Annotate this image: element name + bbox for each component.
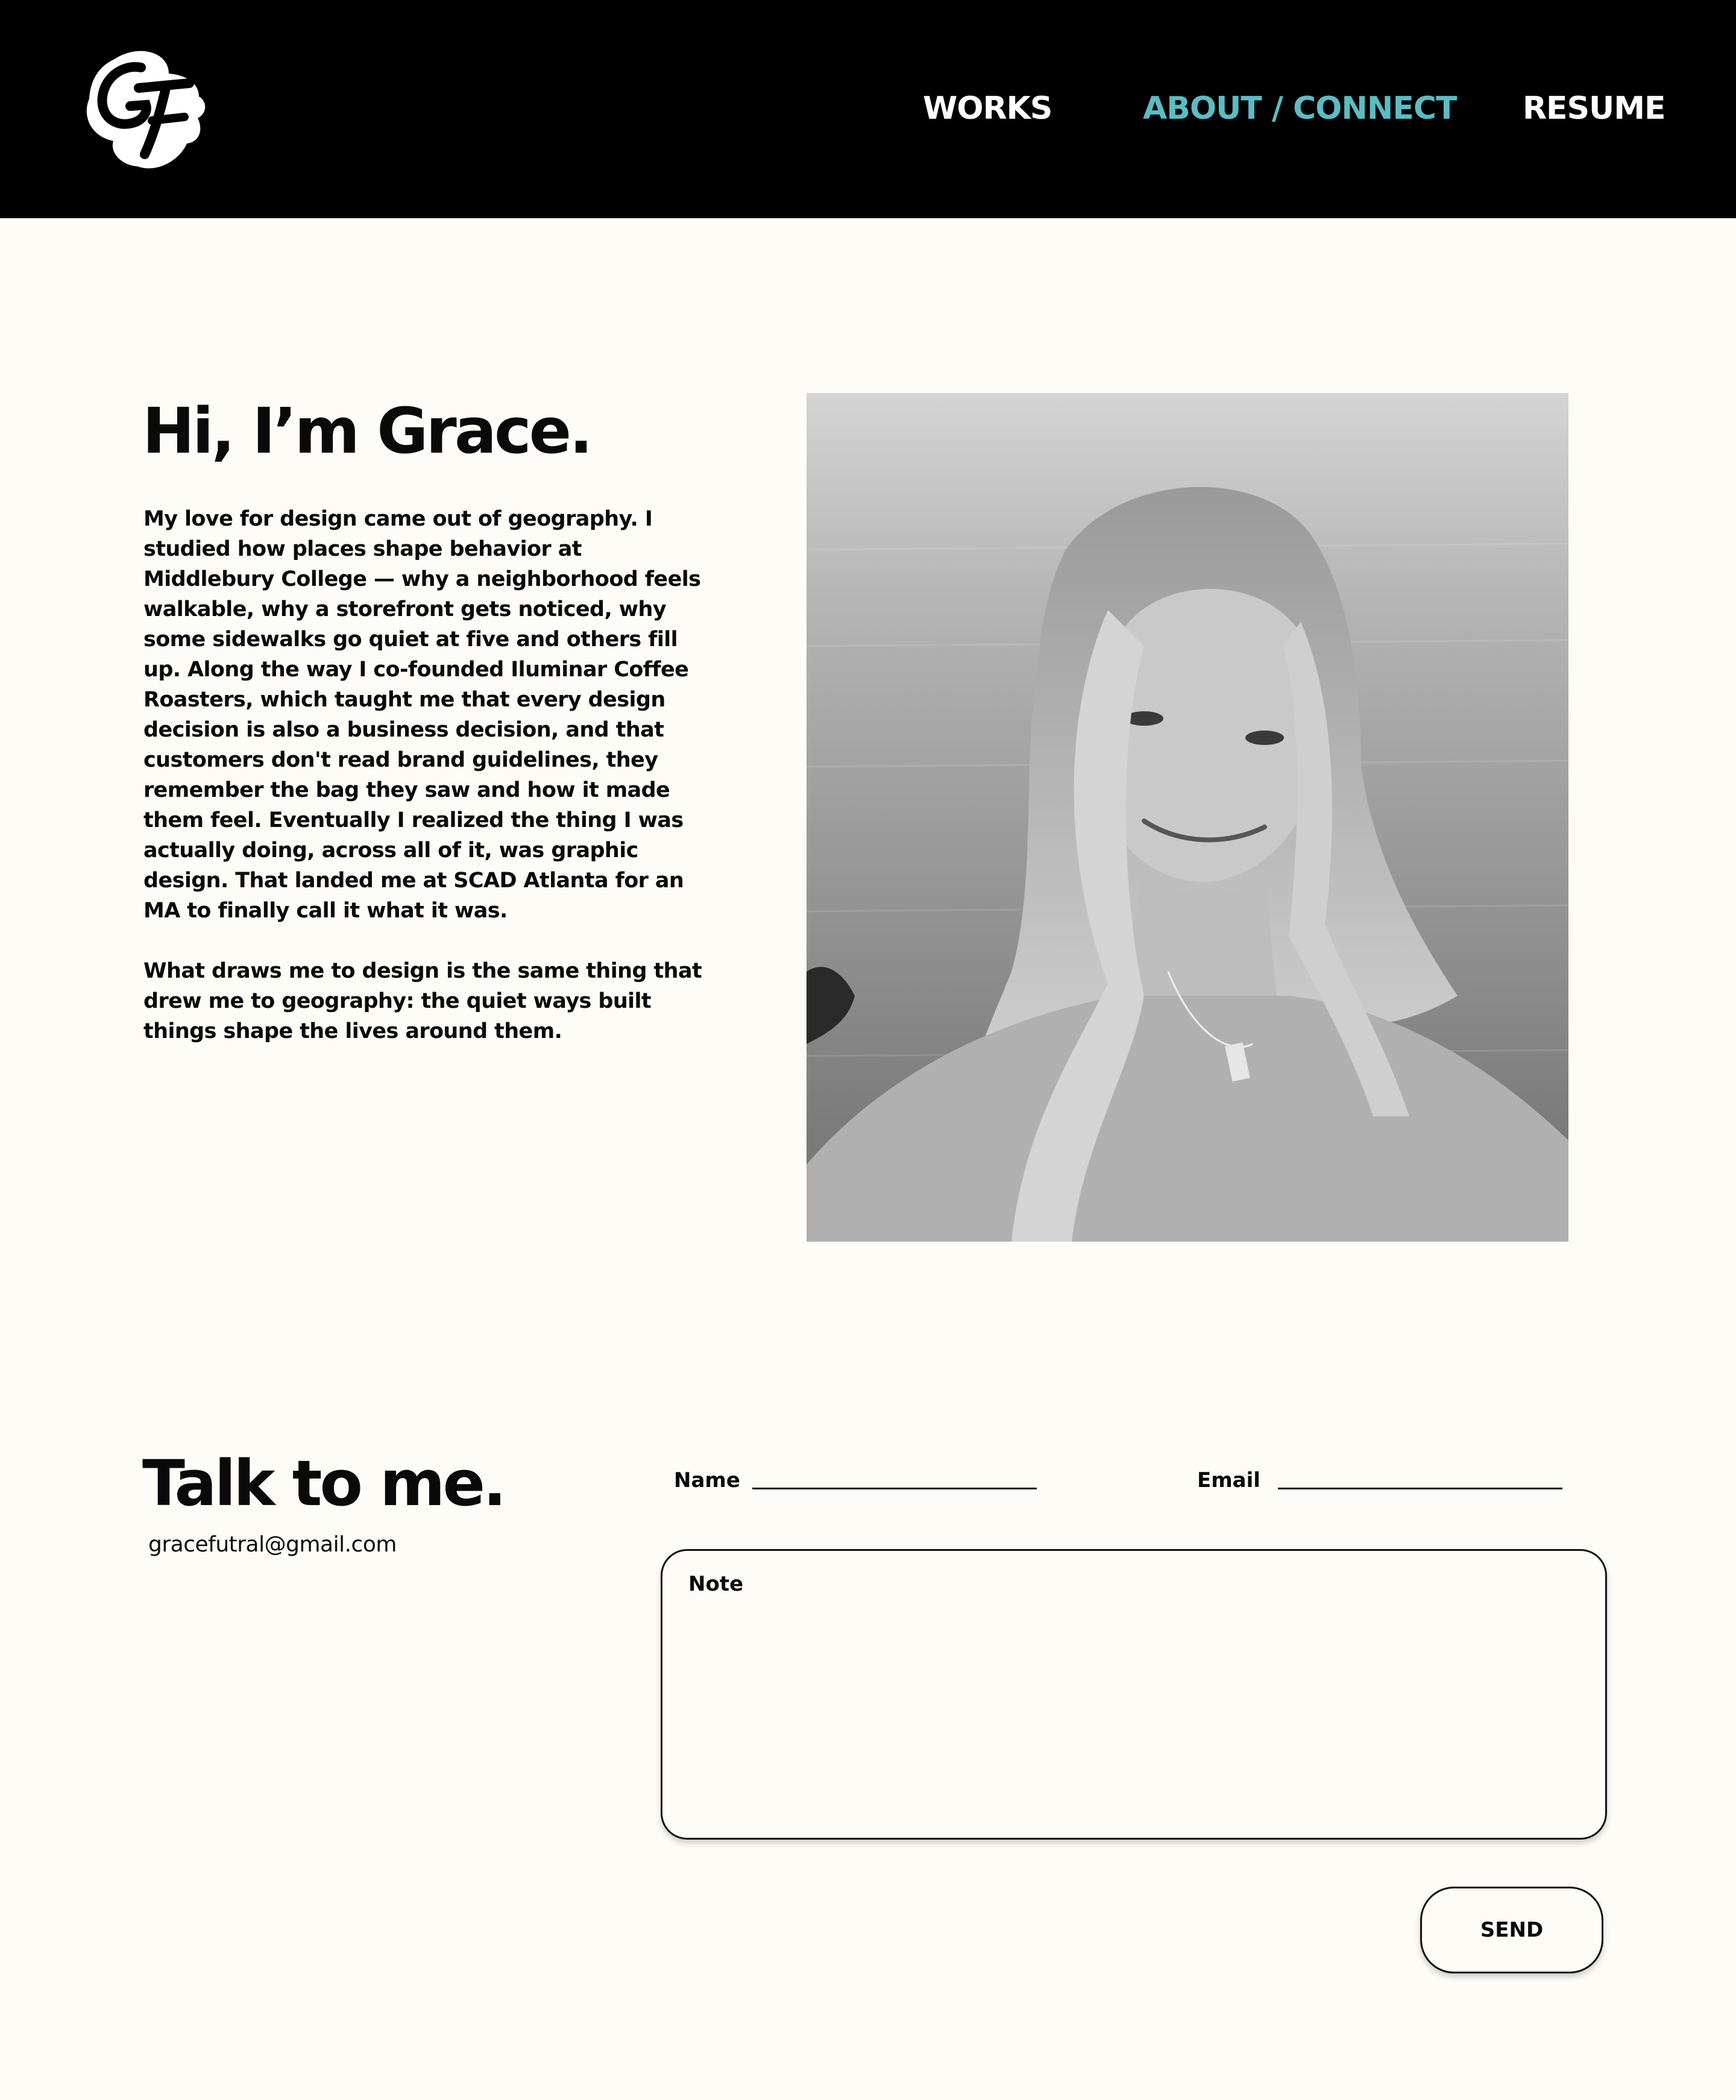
about-title: Hi, I’m Grace.: [142, 394, 591, 468]
nav-about-connect-link[interactable]: ABOUT / CONNECT: [1143, 90, 1457, 127]
email-label: Email: [1197, 1468, 1260, 1492]
send-button[interactable]: SEND: [1420, 1887, 1603, 1973]
nav-resume-link[interactable]: RESUME: [1523, 90, 1665, 127]
portrait-photo: [807, 393, 1568, 1242]
note-label: Note: [688, 1572, 744, 1596]
contact-title: Talk to me.: [142, 1447, 505, 1520]
about-body: [143, 504, 710, 1077]
name-input[interactable]: [752, 1470, 1037, 1489]
site-header: [0, 0, 1736, 218]
name-label: Name: [674, 1468, 740, 1492]
email-input[interactable]: [1278, 1470, 1562, 1489]
gf-logo-icon[interactable]: [78, 46, 208, 172]
note-textarea[interactable]: [688, 1606, 1583, 1825]
contact-email-link[interactable]: gracefutral@gmail.com: [148, 1532, 397, 1557]
about-paragraph-2: What draws me to design is the same thing that drew me to geography: the quiet ways built things shape the lives around them.: [143, 959, 702, 1043]
about-paragraph-1: My love for design came out of geography. I studied how places shape behavior at Middlebury College — why a neighborhood feels walkable, why a storefront gets noticed, why some sidewalks go quiet at five and others fill up. Along the way I co-founded Iluminar Coffee Roasters, which taught me that every design decision is also a business decision, and that customers don't read brand guidelines, they remember the bag they saw and how it made them feel. Eventually I realized the thing I was actually doing, across all of it, was graphic design. That landed me at SCAD Atlanta for an MA to finally call it what it was.: [143, 507, 701, 923]
nav-works-link[interactable]: WORKS: [923, 90, 1052, 127]
